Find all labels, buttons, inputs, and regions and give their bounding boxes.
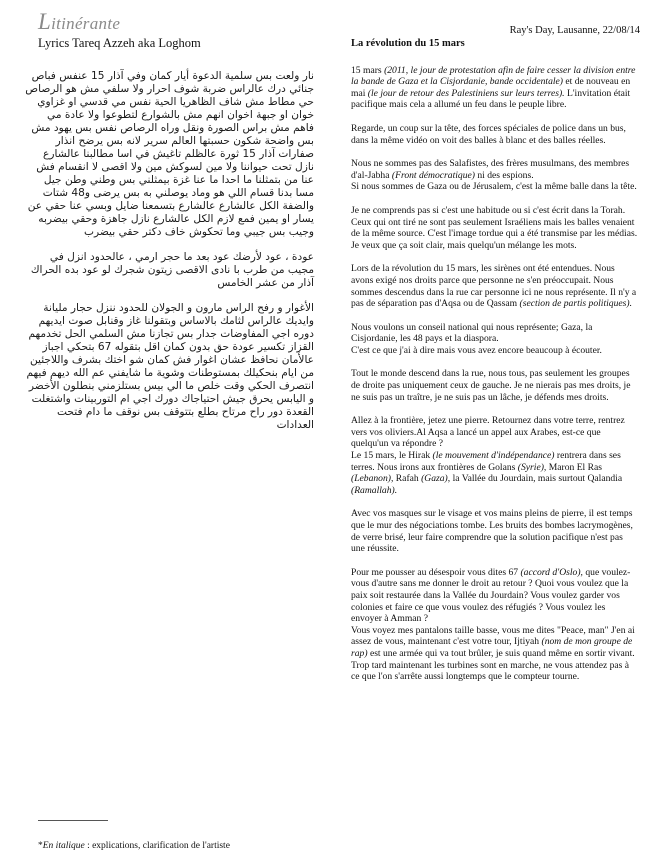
paragraph-9: Avec vos masques sur le visage et vos mains pleins de pierre, il est temps que le mur des négociations tombe. Les bruits des bombes lacrymogènes, de verre brisé, leur faire comprendre que la solution pacifique n'est pas une réussite. [351, 508, 633, 555]
arabic-stanza-3: الأغوار و رفح الراس مارون و الجولان للحدود ننزل حجار مليانة وايديك عالراس لثامك بالاساس وبتقولنا غاز وقنابل صوت ايديهم دوره اجي المفاوضات جدار بس تجازنا مش السلمي الحل تخدمهم القزاز تكسير عودة حق بدون كمان اقل بتقوله 67 بتحكي اجباز عالأمان نحافظ عشان اغوار فش كمان شو اختك بشرف واللاجئين من ايام بنحكيلك بمستوطنات وشوية ما شايفني عم الله ديهم فيهم انتصرف الحكي وقت خلص ما الي بيس بستلزمني بنطلون الأخضر و اليابس يحرق جيش احتياجاك دورك اجي ام التوربينات واشتغلت القعدة دور راح مرتاح بطلع بتتوقف بس نوقف ما دام فتحت العدادات [26, 302, 314, 431]
paragraph-4: Je ne comprends pas si c'est une habitude ou si c'est écrit dans la Torah. Ceux qui ont tiré ne sont pas seulement Israéliens mais les balles venaient de la même source. C'est l'image tordue qui a été transmise par les médias. Je veux que ça soit clair, mais quelqu'un mélange les mots. [351, 204, 638, 251]
footnote-divider [38, 820, 108, 821]
paragraph-7: Tout le monde descend dans la rue, nous tous, pas seulement les groupes de droite pas uniquement ceux de gauche. Je ne nierais pas mes droits, je ne suis pas un traître, je ne suis pas un lâche, je défends mes droits. [351, 368, 631, 403]
footnote: *En italique : explications, clarification de l'artiste [38, 841, 230, 851]
paragraph-10: Pour me pousser au désespoir vous dites 67 (accord d'Oslo), que voulez-vous d'autre sans me donner le droit au retour ? Quoi vous voulez que la paix soit restaurée dans la Vallée du Jourdain? Vous voulez garder vos colonies et faire ce que vous voulez des réfugiés ? Vous voulez les envoyer à Amman ? Vous voyez mes pantalons taille basse, vous me dites "Peace, man" J'en ai assez de vous, maintenant c'est votre tour, Ijtiyah (nom de mon groupe de rap) est une armée qui va tout brûler, je suis quand même en sortir vivant. Trop tard maintenant les turbines sont en marche, ne vous attendez pas à ce que l'on s'arrête aussi longtemps que le compteur tourne. [351, 566, 635, 683]
paragraph-3: Nous ne sommes pas des Salafistes, des frères musulmans, des membres d'al-Jabha (Front démocratique) ni des espions. Si nous sommes de Gaza ou de Jérusalem, c'est la même balle dans la tête. [351, 158, 637, 193]
translation-title: La révolution du 15 mars [351, 38, 465, 49]
event-info: Ray's Day, Lausanne, 22/08/14 [509, 25, 640, 36]
paragraph-8: Allez à la frontière, jetez une pierre. Retournez dans votre terre, rentrez vers vos oliviers.Al Aqsa a lancé un appel aux Arabes, est-ce que quelqu'un va répondre ? Le 15 mars, le Hirak (le mouvement d'indépendance) rentrera dans ses terres. Nous irons aux frontières de Golans (Syrie), Maron El Ras (Lebanon), Rafah (Gaza), la Vallée du Jourdain, mais surtout Qalandia (Ramallah). [351, 415, 625, 496]
arabic-stanza-1: نار ولعت بس سلمية الدعوة أيار كمان وفي آذار 15 عنفس فباص جنائي درك عالراس ضربة شوف احرار ولا سلفي مش هو الرصاص حي مطاط مش شاف الظاهريا الحية نفس مي قدسي او غزاوي خوان او جبهة اخوان انهم مش بالشوارع لتطوعوا ولا عادة مي فاهم مش براس الصورة ونقل وراه الرصاص نفس بس يهود مش بس واضحة شكون حسبتها العالم سرير لانه بس يرضح انذار صفارات آذار 15 ثورة عالظلم تاغيش في اسا مطالبنا عالشارع نازل تحت حيواننا ولا مين لسوكش مين ولا اقصى لا انقسام فش عنا من بتمثلنا ما احدا ما عنا غزة بيمثلني بس وطني وطن جيل مسا بدنا قسام اللي هو وماد يوصلني به بس يرضى و48 شتات والضفة الكل عالشارع عالشارع بتسمعنا ضايل وبسي عنا حقي عن يسار او يمين فمع لازم الكل عالشارع نازل جاهزة وحقي بيضربه وجيب بس جيبي وما تحكوش خاف دكتر حقي بيضرب [25, 70, 314, 238]
french-translation [351, 38, 638, 695]
paragraph-2: Regarde, un coup sur la tête, des forces spéciales de police dans un bus, dans la même vidéo on voit des balles à blanc et des balles réelles. [351, 122, 626, 146]
arabic-lyrics [24, 70, 314, 444]
lyrics-credit: Lyrics Tareq Azzeh aka Loghom [38, 36, 201, 50]
arabic-stanza-2: عودة ، عود لأرضك عود بعد ما حجر ارمي ، عالحدود انزل في مجيب من طرب با نادى الاقصى زيتون شجرك لو عود بده الحراك آذار من عشر الخامس [30, 251, 314, 289]
paragraph-1: 15 mars (2011, le jour de protestation afin de faire cesser la division entre la bande de Gaza et la Cisjordanie, bande occidentale) et de nouveau en mai (le jour de retour des Palestiniens sur leurs terres). L'invitation était pacifique mais cela a allumé un feu dans le peuple libre. [351, 64, 636, 111]
paragraph-6: Nous voulons un conseil national qui nous représente; Gaza, la Cisjordanie, les 48 pays et la diaspora. C'est ce que j'ai à dire mais vous avez encore beaucoup à écouter. [351, 321, 602, 356]
paragraph-5: Lors de la révolution du 15 mars, les sirènes ont été entendues. Nous avons exigé nos droits parce que personne ne s'en préoccupait. Nous sommes descendus dans la rue car personne ici ne nous représente. Il n'y a pas de séparation pas d'Aqsa ou de Qassam (section de partis politiques). [351, 263, 637, 310]
logo: Litinérante [38, 9, 121, 34]
